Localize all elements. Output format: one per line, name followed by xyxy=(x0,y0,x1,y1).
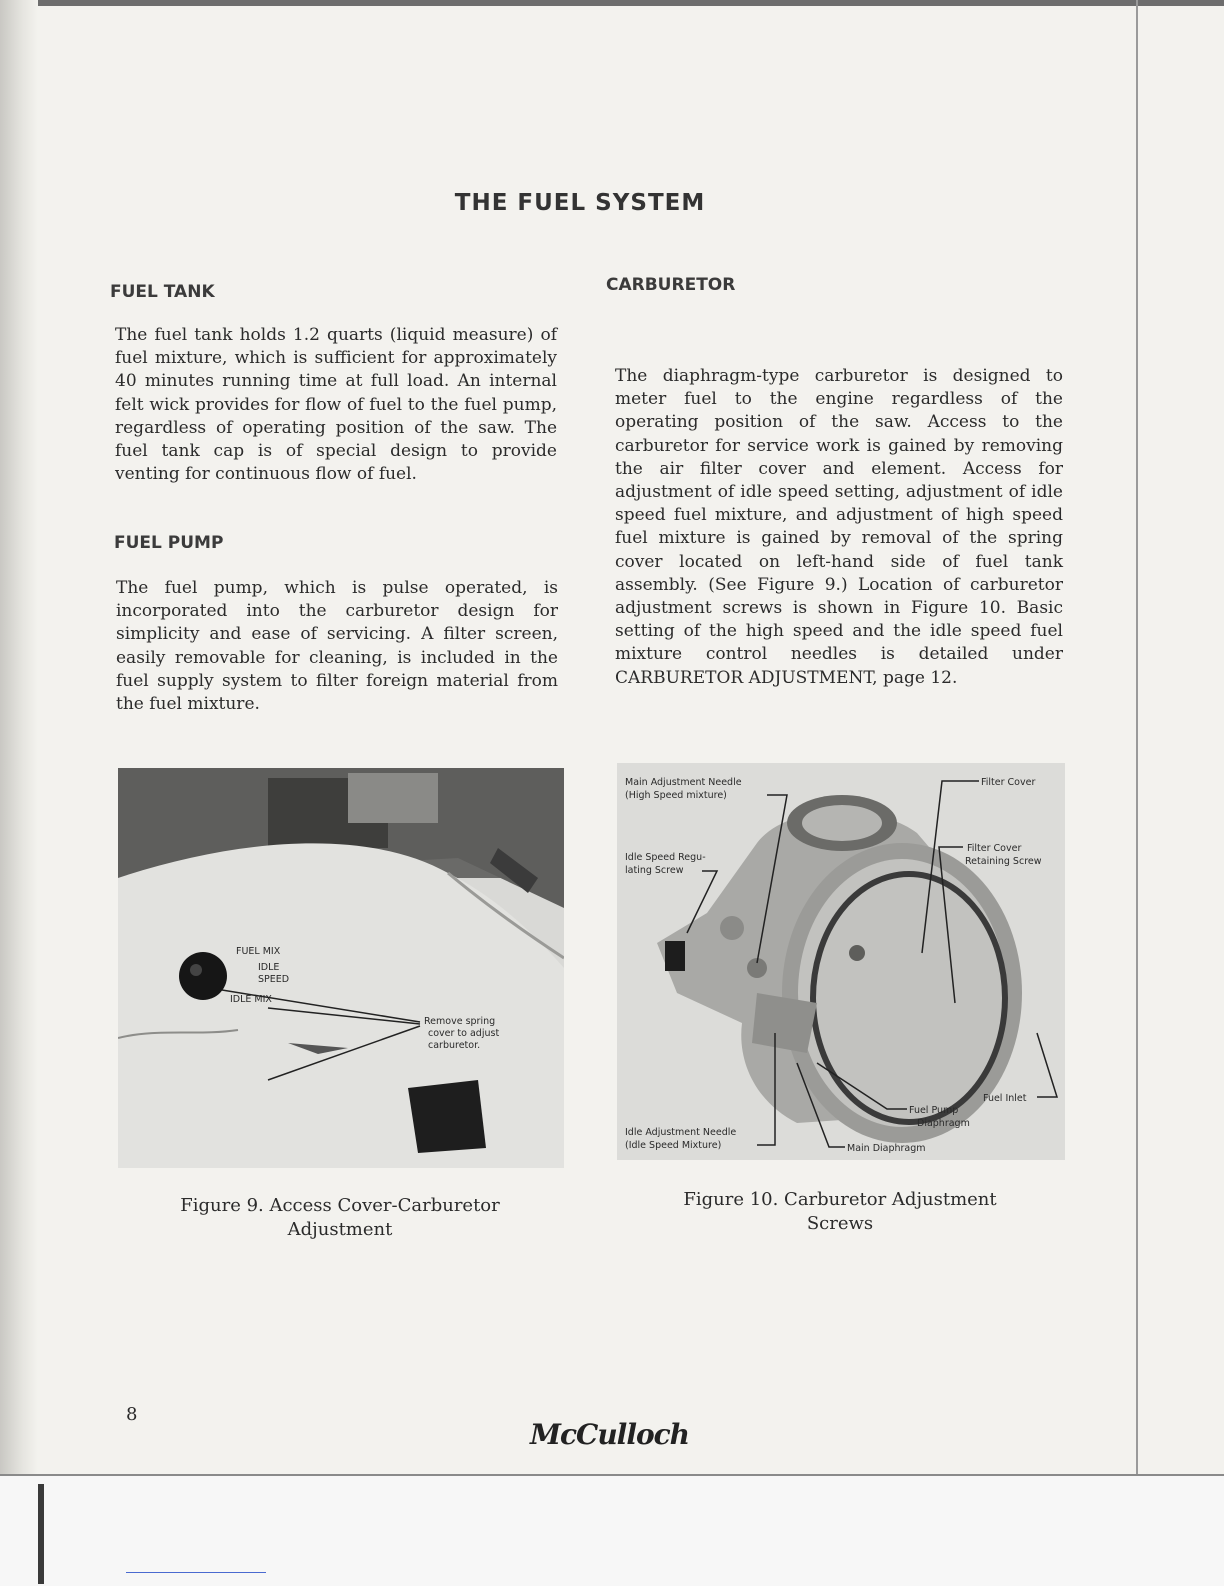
callout-line-3: carburetor. xyxy=(428,1040,481,1051)
callout-line-2: cover to adjust xyxy=(428,1028,500,1039)
figure-10-caption xyxy=(640,1188,1040,1236)
figure-10-caption-line-2: Screws xyxy=(806,1213,874,1234)
figure-9-caption-line-1: Figure 9. Access Cover-Carburetor xyxy=(180,1195,500,1216)
figure-9-illustration xyxy=(118,768,564,1168)
fuel-pump-label-1: Fuel Pump xyxy=(909,1105,959,1116)
scan-background xyxy=(0,1474,1224,1586)
brand-logo: McCulloch xyxy=(530,1418,690,1451)
fuel-pump-label-2: Diaphragm xyxy=(917,1118,970,1129)
fuel-tank-heading: FUEL TANK xyxy=(110,282,215,302)
figure-10-photo xyxy=(617,763,1065,1160)
figure-9-caption-line-2: Adjustment xyxy=(287,1219,393,1240)
figure-9-photo xyxy=(118,768,564,1168)
figure-10-illustration xyxy=(617,763,1065,1160)
binder-edge xyxy=(38,1484,44,1584)
fuel-pump-heading: FUEL PUMP xyxy=(114,533,224,553)
main-needle-label-1: Main Adjustment Needle xyxy=(625,777,742,788)
idle-needle-label-1: Idle Adjustment Needle xyxy=(625,1127,737,1138)
page-title: THE FUEL SYSTEM xyxy=(454,190,706,216)
idle-needle-label-2: (Idle Speed Mixture) xyxy=(625,1140,722,1151)
figure-10-caption-line-1: Figure 10. Carburetor Adjustment xyxy=(683,1189,997,1210)
fuel-mix-label: FUEL MIX xyxy=(236,946,281,957)
carburetor-body: The diaphragm-type carburetor is designed to meter fuel to the engine regardless of the operating position of the saw. Access to the carburetor for service work is gained by removing the air filter cover and element. Access for adjustment of idle speed setting, adjustment of idle speed fuel mixture, and adjustment of high speed fuel mixture is gained by removal of the spring cover located on left-hand side of fuel tank assembly. (See Figure 9.) Location of carburetor adjustment screws is shown in Figure 10. Basic setting of the high speed and the idle speed fuel mixture control needles is detailed under CARBURETOR ADJUSTMENT, page 12. xyxy=(615,366,1063,688)
filter-screw-label-1: Filter Cover xyxy=(967,843,1022,854)
page-top-edge xyxy=(0,0,1224,6)
main-needle-label-2: (High Speed mixture) xyxy=(625,790,727,801)
idle-mix-label: IDLE MIX xyxy=(230,994,272,1005)
filter-cover-label: Filter Cover xyxy=(981,777,1036,788)
page-number: 8 xyxy=(126,1404,138,1425)
fuel-tank-body: The fuel tank holds 1.2 quarts (liquid measure) of fuel mixture, which is sufficient for approximately 40 minutes running time at full load. An internal felt wick provides for flow of fuel to the fuel pump, regardless of operating position of the saw. The fuel tank cap is of special design to provide venting for continuous flow of fuel. xyxy=(115,325,557,485)
page-left-shadow xyxy=(0,0,38,1480)
main-diaphragm-label: Main Diaphragm xyxy=(847,1143,926,1154)
fuel-inlet-label: Fuel Inlet xyxy=(983,1093,1027,1104)
fuel-pump-body: The fuel pump, which is pulse operated, is incorporated into the carburetor design for simplicity and ease of servicing. A filter screen, easily removable for cleaning, is included in the fuel supply system to filter foreign material from the fuel mixture. xyxy=(116,578,558,715)
figure-9-caption xyxy=(130,1194,550,1242)
carburetor-heading: CARBURETOR xyxy=(606,275,736,295)
filter-screw-label-2: Retaining Screw xyxy=(965,856,1042,867)
idle-label: IDLE xyxy=(258,962,280,973)
idle-screw-label-2: lating Screw xyxy=(625,865,684,876)
scan-artifact-line xyxy=(126,1572,266,1573)
idle-screw-label-1: Idle Speed Regu- xyxy=(625,852,706,863)
callout-line-1: Remove spring xyxy=(424,1016,496,1027)
speed-label: SPEED xyxy=(258,974,290,985)
page-right-edge xyxy=(1136,0,1138,1474)
